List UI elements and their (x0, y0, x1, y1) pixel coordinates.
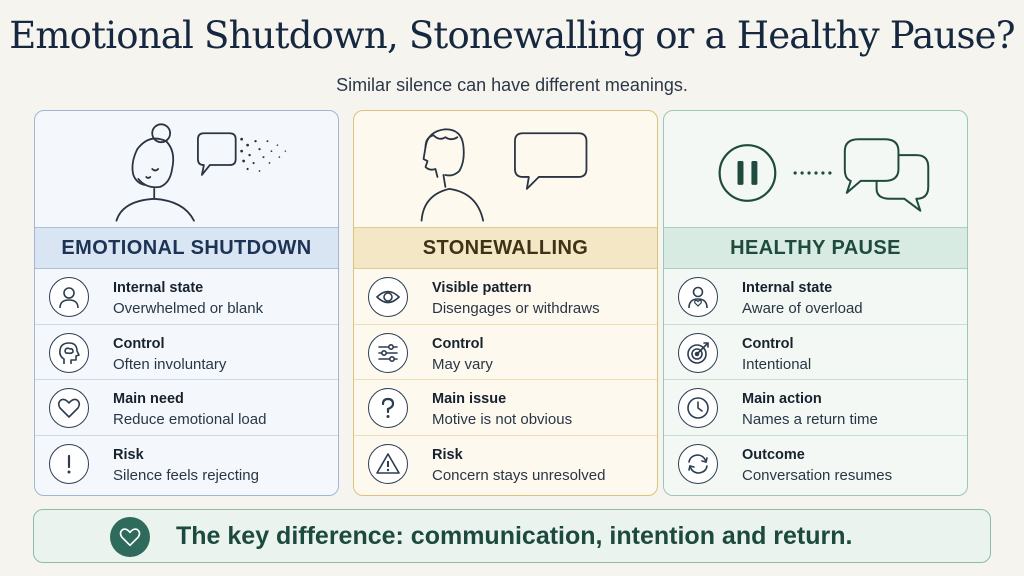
question-icon (368, 388, 408, 428)
row-value: Overwhelmed or blank (113, 300, 264, 317)
turned-away-person-speech-icon (354, 111, 657, 227)
row-value: Motive is not obvious (432, 411, 573, 428)
page-title: Emotional Shutdown, Stonewalling or a Healthy Pause? (9, 14, 1015, 57)
list-item (35, 380, 338, 436)
heart-icon (49, 388, 89, 428)
eye-icon (368, 277, 408, 317)
key-difference-banner (33, 509, 991, 563)
column-emotional-shutdown (34, 110, 339, 496)
row-label: Visible pattern (432, 280, 532, 296)
list-item (354, 269, 657, 325)
list-item (35, 325, 338, 381)
illustration-healthy-pause (664, 111, 967, 227)
page-subtitle: Similar silence can have different meanings. (336, 75, 688, 95)
row-label: Risk (432, 446, 463, 463)
list-item (664, 269, 967, 325)
row-label: Main action (742, 391, 822, 407)
row-value: Conversation resumes (742, 466, 893, 484)
list-item (354, 325, 657, 381)
row-label: Control (742, 335, 794, 352)
column-heading: HEALTHY PAUSE (664, 227, 967, 269)
row-value: Disengages or withdraws (432, 300, 600, 317)
illustration-shutdown (35, 111, 338, 227)
row-label: Control (113, 335, 165, 352)
column-heading: STONEWALLING (354, 227, 657, 269)
row-value: May vary (432, 355, 493, 373)
illustration-stonewalling (354, 111, 657, 227)
column-healthy-pause (663, 110, 968, 496)
column-heading: EMOTIONAL SHUTDOWN (35, 227, 338, 269)
row-value: Concern stays unresolved (432, 466, 606, 484)
warning-icon (368, 444, 408, 484)
row-value: Intentional (742, 355, 812, 373)
withdrawn-person-fading-speech-icon (35, 111, 338, 227)
row-label: Outcome (742, 446, 805, 463)
row-value: Reduce emotional load (113, 411, 267, 428)
target-icon (678, 333, 718, 373)
clock-icon (678, 388, 718, 428)
row-value: Names a return time (742, 411, 878, 428)
row-label: Risk (113, 446, 144, 463)
row-label: Internal state (742, 280, 833, 296)
list-item (354, 436, 657, 492)
list-item (664, 325, 967, 381)
person-icon (49, 277, 89, 317)
person-heart-icon (678, 277, 718, 317)
list-item (354, 380, 657, 436)
pause-then-dialogue-icon (664, 111, 967, 227)
row-label: Control (432, 335, 484, 352)
heart-icon (110, 517, 150, 557)
key-difference-text: The key difference: communication, intention and return. (176, 522, 853, 550)
row-label: Internal state (113, 280, 204, 296)
list-item (35, 436, 338, 492)
row-value: Often involuntary (113, 355, 227, 373)
brain-head-icon (49, 333, 89, 373)
exclamation-icon (49, 444, 89, 484)
column-stonewalling (353, 110, 658, 496)
list-item (35, 269, 338, 325)
row-label: Main issue (432, 391, 507, 407)
list-item (664, 380, 967, 436)
refresh-icon (678, 444, 718, 484)
list-item (664, 436, 967, 492)
row-value: Aware of overload (742, 300, 863, 317)
row-label: Main need (113, 391, 184, 407)
row-value: Silence feels rejecting (113, 466, 259, 484)
sliders-icon (368, 333, 408, 373)
